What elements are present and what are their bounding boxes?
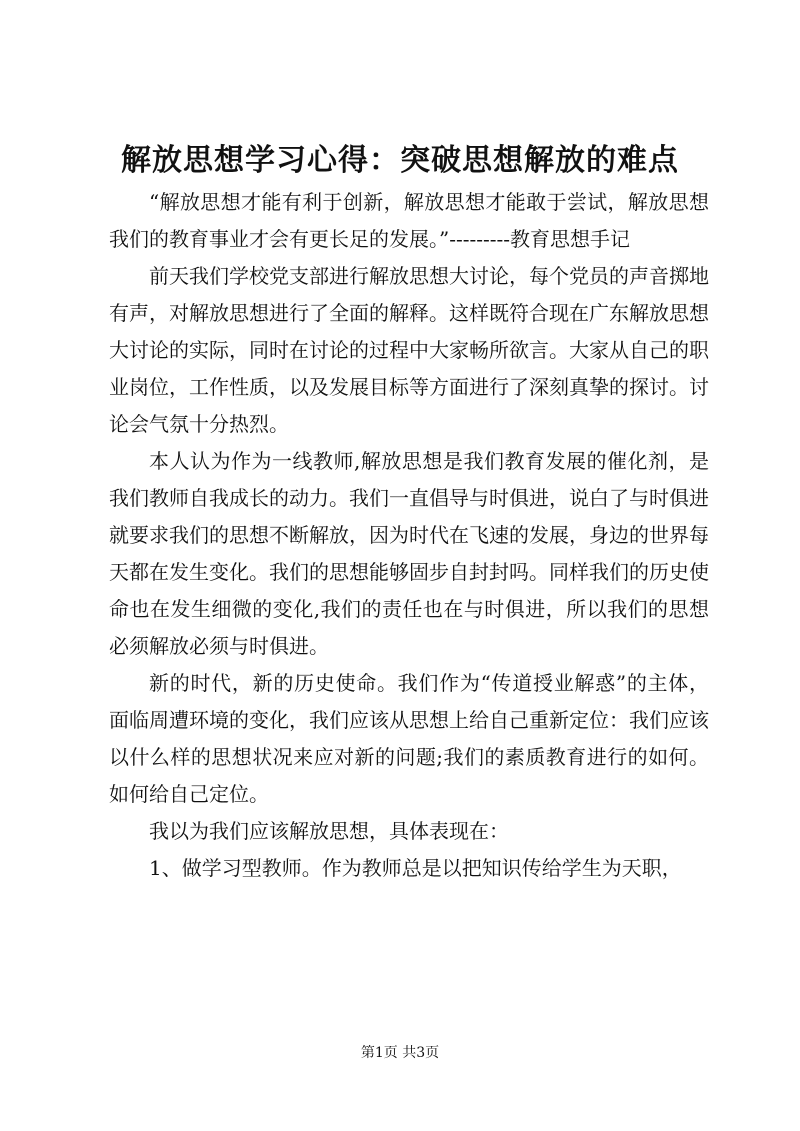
paragraph-intro-list: 我以为我们应该解放思想，具体表现在： — [149, 819, 509, 843]
document-title: 解放思想学习心得：突破思想解放的难点 — [121, 143, 679, 178]
paragraph-discussion: 前天我们学校党支部进行解放思想大讨论，每个党员的声音掷地有声，对解放思想进行了全面的解释。这样既符合现在广东解放思想大讨论的实际，同时在讨论的过程中大家畅所欲言。大家从自己的职业岗位，工作性质，以及发展目标等方面进行了深刻真挚的探讨。讨论会气氛十分热烈。 — [109, 264, 709, 436]
paragraph-new-era: 新的时代，新的历史使命。我们作为“传道授业解惑”的主体，面临周遭环境的变化，我们应该从思想上给自己重新定位：我们应该以什么样的思想状况来应对新的问题;我们的素质教育进行的如何。如何给自己定位。 — [109, 671, 709, 806]
page-number-footer: 第1页 共3页 — [360, 1045, 440, 1061]
paragraph-opinion: 本人认为作为一线教师,解放思想是我们教育发展的催化剂，是我们教师自我成长的动力。我们一直倡导与时俱进，说白了与时俱进就要求我们的思想不断解放，因为时代在飞速的发展，身边的世界每天都在发生变化。我们的思想能够固步自封封吗。同样我们的历史使命也在发生细微的变化,我们的责任也在与时俱进，所以我们的思想必须解放必须与时俱进。 — [109, 449, 709, 658]
paragraph-list-item-1: 1、做学习型教师。作为教师总是以把知识传给学生为天职， — [149, 856, 682, 880]
document-body — [109, 184, 709, 887]
paragraph-quote: “解放思想才能有利于创新，解放思想才能敢于尝试，解放思想我们的教育事业才会有更长足的发展。”---------教育思想手记 — [109, 190, 709, 251]
